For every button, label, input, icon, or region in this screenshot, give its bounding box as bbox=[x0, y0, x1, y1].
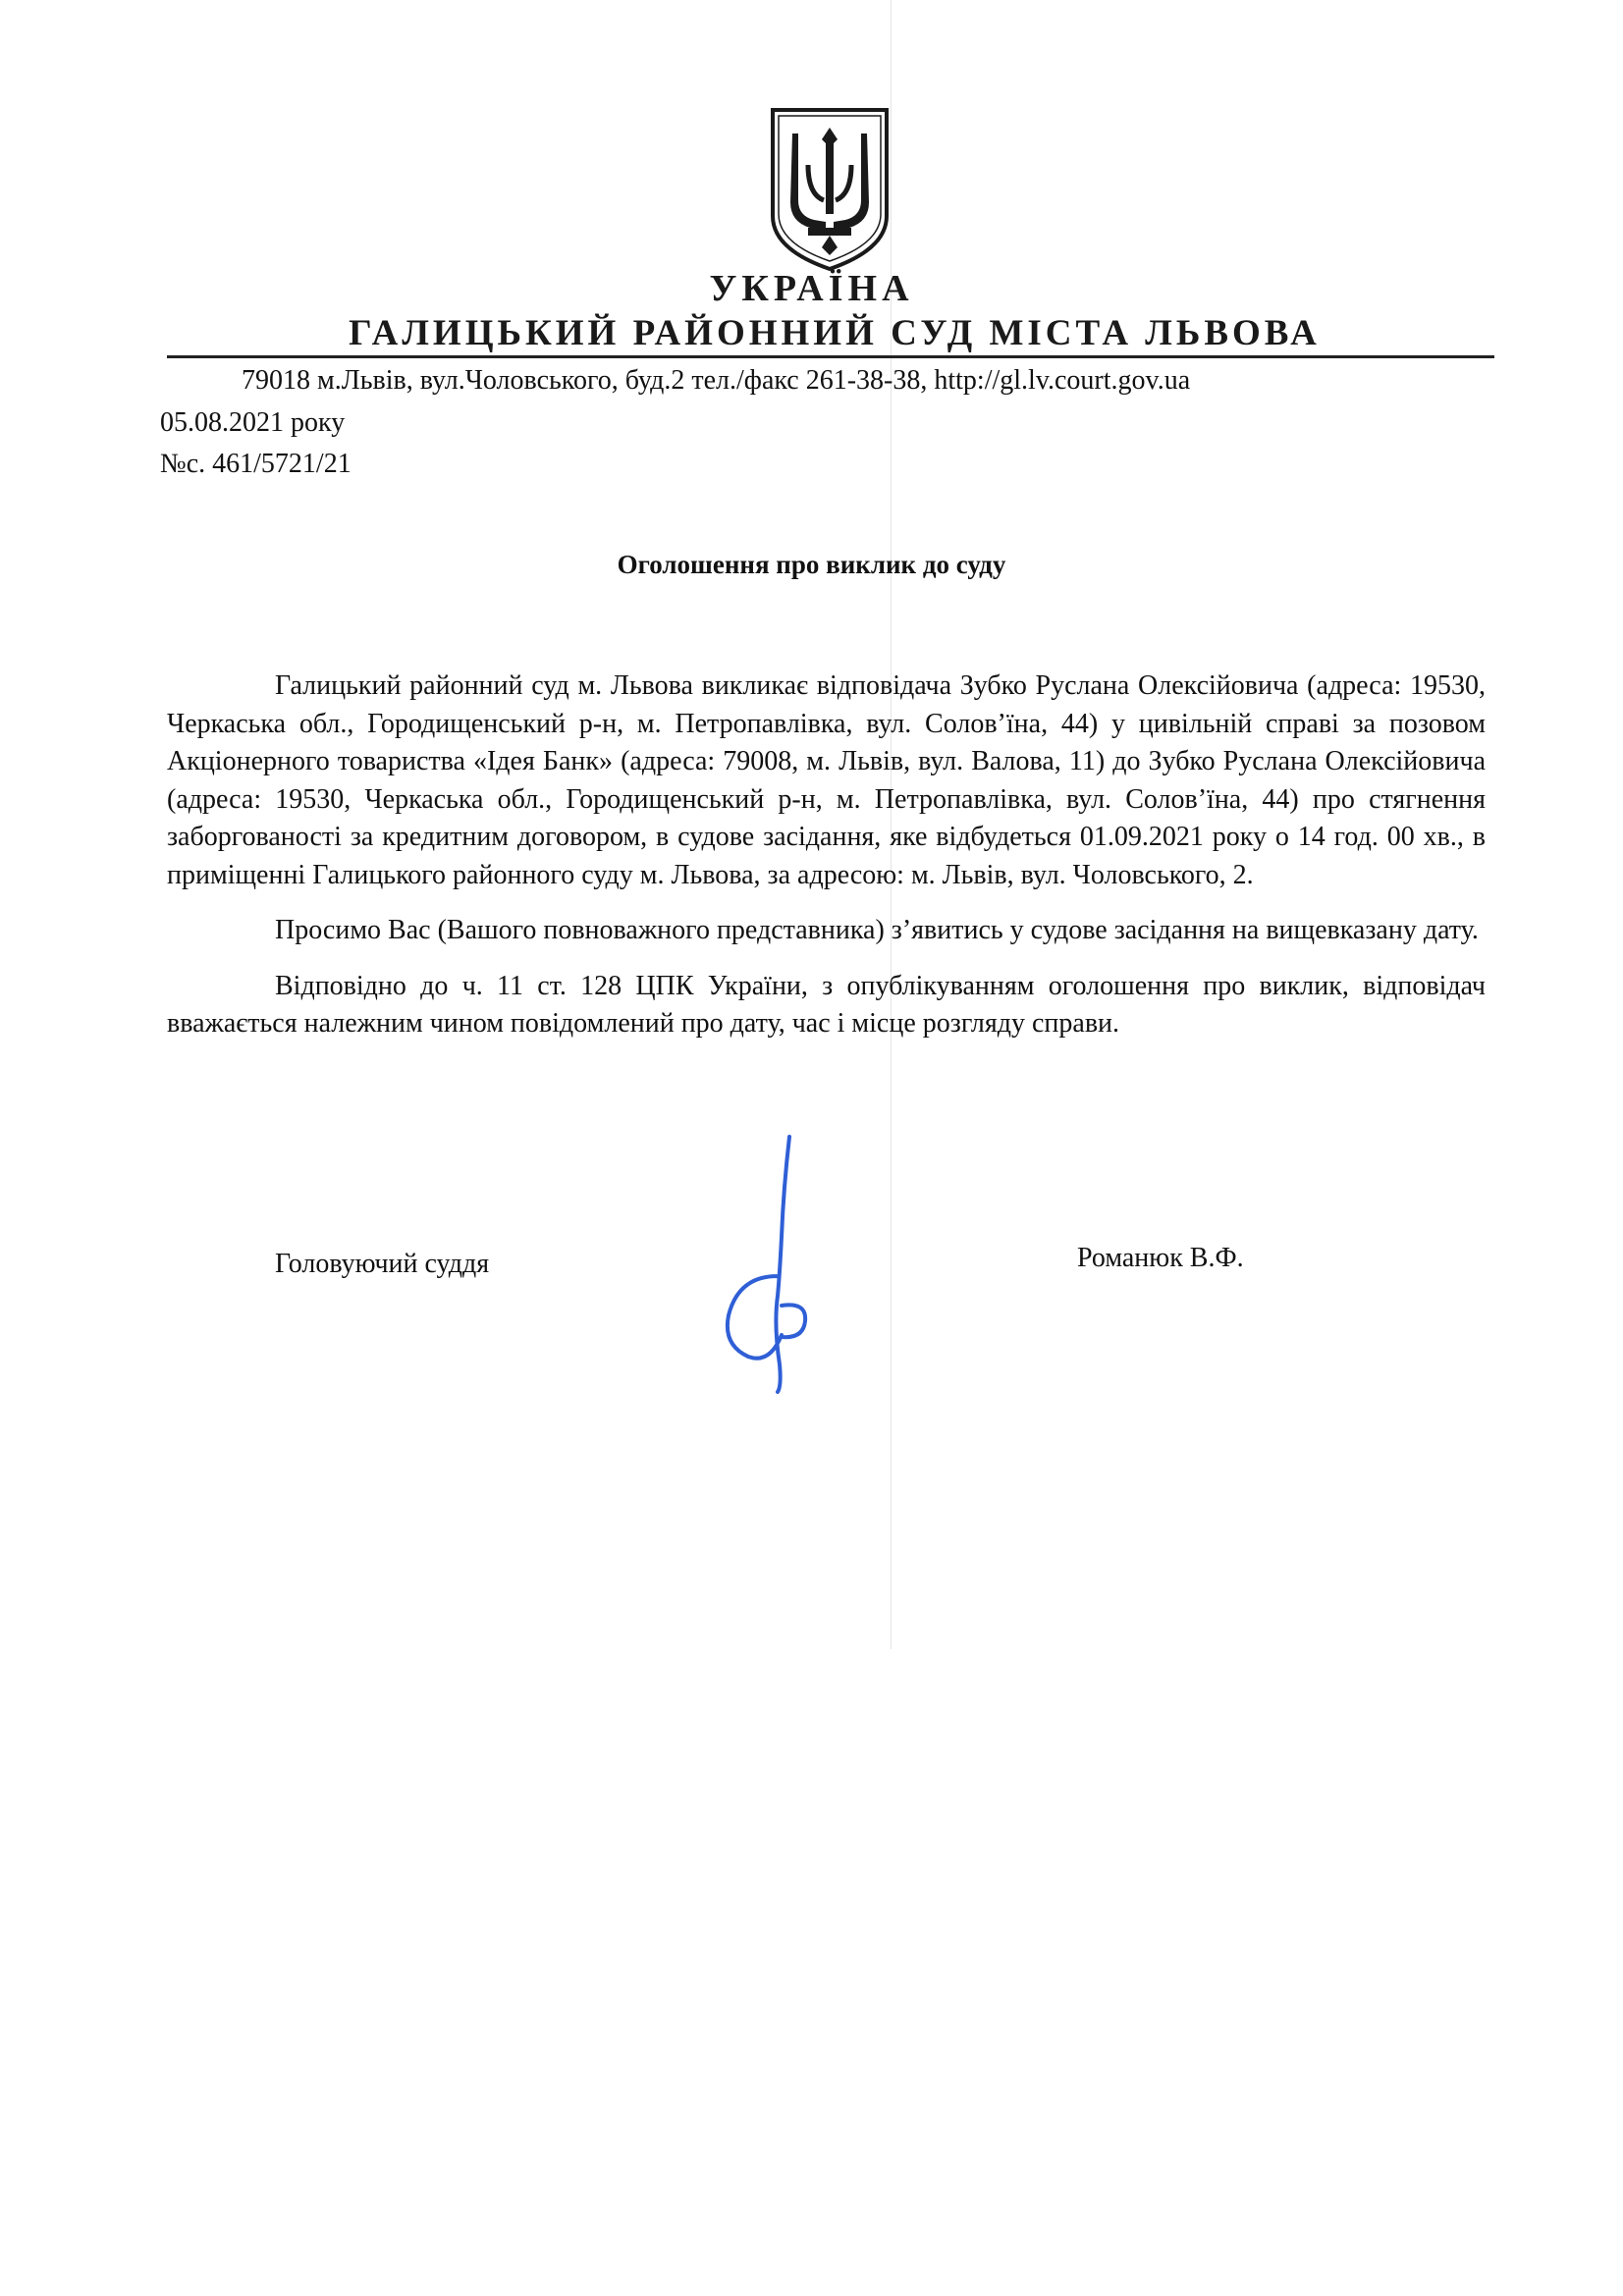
document-title: Оголошення про виклик до суду bbox=[617, 550, 1006, 579]
body-paragraph: Просимо Вас (Вашого повноважного представника) з’явитись у судове засідання на вищевказану дату. bbox=[275, 915, 1479, 945]
document-body bbox=[167, 667, 1486, 1061]
court-address-line: 79018 м.Львів, вул.Чоловського, буд.2 тел./факс 261-38-38, http://gl.lv.court.gov.ua bbox=[242, 365, 1191, 396]
signatory-name: Романюк В.Ф. bbox=[1077, 1243, 1244, 1273]
body-paragraph: Відповідно до ч. 11 ст. 128 ЦПК України, з опублікуванням оголошення про виклик, відповідач вважається належним чином повідомлений про дату, час і місце розгляду справи. bbox=[167, 970, 1486, 1039]
body-paragraph: Галицький районний суд м. Львова викликає відповідача Зубко Руслана Олексійовича (адреса: 19530, Черкаська обл., Городищенський р-н, м. Петропавлівка, вул. Солов’їна, 44) у цивільній справі за позовом Акціонерного товариства «Ідея Банк» (адреса: 79008, м. Львів, вул. Валова, 11) до Зубко Руслана Олексійовича (адреса: 19530, Черкаська обл., Городищенський р-н, м. Петропавлівка, вул. Солов’їна, 44) про стягнення заборгованості за кредитним договором, в судове засідання, яке відбудеться 01.09.2021 року о 14 год. 00 хв., в приміщенні Галицького районного суду м. Львова, за адресою: м. Львів, вул. Чоловського, 2. bbox=[167, 670, 1486, 890]
trident-coat-of-arms-icon bbox=[769, 106, 891, 273]
court-name-heading: ГАЛИЦЬКИЙ РАЙОННИЙ СУД МІСТА ЛЬВОВА bbox=[349, 313, 1321, 353]
handwritten-signature-icon bbox=[699, 1129, 837, 1394]
document-date: 05.08.2021 року bbox=[160, 407, 346, 438]
country-heading: УКРАЇНА bbox=[709, 268, 914, 309]
case-number: №с. 461/5721/21 bbox=[160, 449, 352, 479]
header-divider bbox=[167, 355, 1494, 358]
signatory-role: Головуючий суддя bbox=[275, 1249, 490, 1279]
